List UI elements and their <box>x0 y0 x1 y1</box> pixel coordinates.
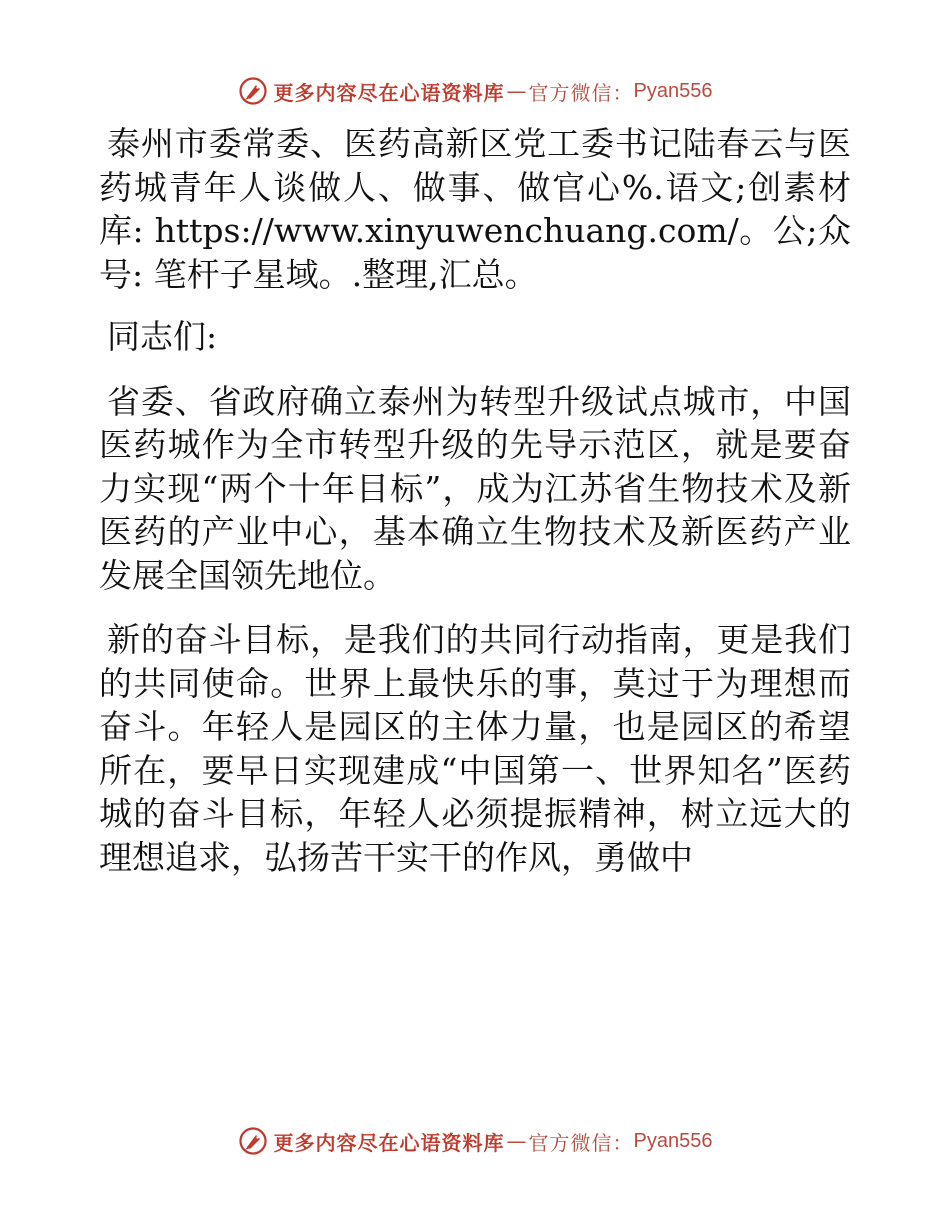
pen-nib-logo-icon <box>238 76 268 106</box>
banner-wechat-id: Pyan556 <box>633 79 713 102</box>
banner-brand-text: 更多内容尽在心语资料库 <box>273 80 505 105</box>
salutation: 同志们: <box>107 317 218 356</box>
header-banner <box>0 71 950 111</box>
banner-wechat-id: Pyan556 <box>633 1129 713 1152</box>
body-paragraph-1: 省委、省政府确立泰州为转型升级试点城市，中国医药城作为全市转型升级的先导示范区，就是要奋力实现“两个十年目标”，成为江苏省生物技术及新医药的产业中心，基本确立生物技术及新医药产业发展全国领先地位。 <box>99 381 851 595</box>
banner-separator: — <box>506 1129 527 1153</box>
banner-official-label: 官方微信： <box>528 80 634 105</box>
banner-official-label: 官方微信： <box>528 1130 634 1155</box>
banner-separator: — <box>506 79 527 103</box>
pen-nib-logo-icon <box>238 1126 268 1156</box>
banner-brand-text: 更多内容尽在心语资料库 <box>273 1130 505 1155</box>
document-body <box>99 122 851 879</box>
body-paragraph-2: 新的奋斗目标，是我们的共同行动指南，更是我们的共同使命。世界上最快乐的事，莫过于为理想而奋斗。年轻人是园区的主体力量，也是园区的希望所在，要早日实现建成“中国第一、世界知名”医药城的奋斗目标，年轻人必须提振精神，树立远大的理想追求，弘扬苦干实干的作风，勇做中 <box>99 620 851 877</box>
footer-banner <box>0 1121 950 1161</box>
title-paragraph: 泰州市委常委、医药高新区党工委书记陆春云与医药城青年人谈做人、做事、做官心%.语文;创素材库: https://www.xinyuwenchuang.com/。公;众号: 笔杆子星域。.整理,汇总。 <box>99 124 851 294</box>
